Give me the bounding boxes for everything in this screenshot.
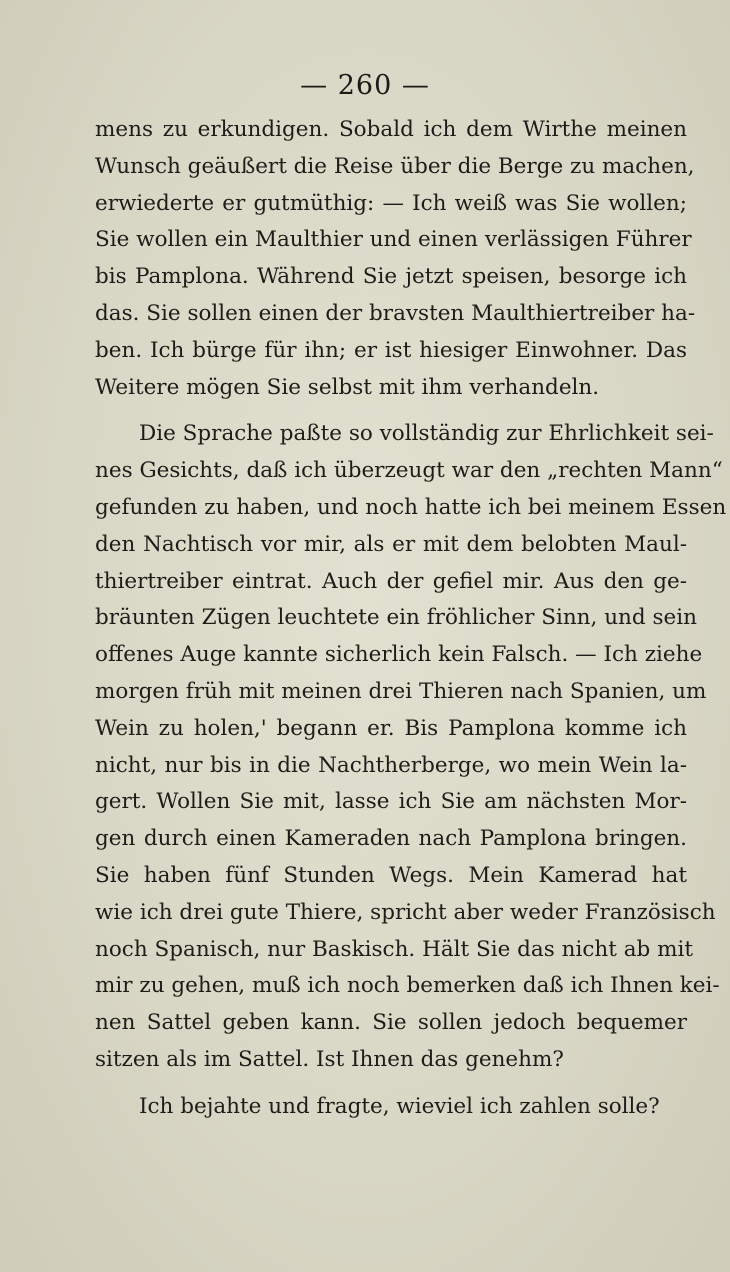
text-line: Ich bejahte und fragte, wieviel ich zahlen solle? xyxy=(139,1093,660,1119)
text-line: Wunsch geäußert die Reise über die Berge zu machen, xyxy=(95,153,695,179)
text-line: thiertreiber eintrat. Auch der gefiel mir. Aus den ge- xyxy=(95,568,687,594)
text-line: Wein zu holen,' begann er. Bis Pamplona komme ich xyxy=(95,715,687,741)
paragraph-2 xyxy=(95,416,727,1078)
paragraph-gap xyxy=(95,406,687,416)
text-line: noch Spanisch, nur Baskisch. Hält Sie das nicht ab mit xyxy=(95,936,694,962)
text-line: gen durch einen Kameraden nach Pamplona bringen. xyxy=(95,826,687,852)
text-line: Weitere mögen Sie selbst mit ihm verhandeln. xyxy=(95,374,600,400)
text-line: offenes Auge kannte sicherlich kein Falsch. — Ich ziehe xyxy=(95,642,703,668)
text-line: Sie wollen ein Maulthier und einen verlässigen Führer xyxy=(95,227,692,253)
text-line: morgen früh mit meinen drei Thieren nach Spanien, um xyxy=(95,678,707,704)
text-line: ben. Ich bürge für ihn; er ist hiesiger Einwohner. Das xyxy=(95,337,687,363)
paragraph-1 xyxy=(95,112,696,406)
paragraph-gap xyxy=(95,1079,687,1089)
text-line: sitzen als im Sattel. Ist Ihnen das genehm? xyxy=(95,1046,564,1072)
text-line: mens zu erkundigen. Sobald ich dem Wirthe meinen xyxy=(95,117,687,142)
text-line: erwiederte er gutmüthig: — Ich weiß was Sie wollen; xyxy=(95,190,687,216)
text-line: das. Sie sollen einen der bravsten Maulthiertreiber ha- xyxy=(95,300,696,326)
text-line: bis Pamplona. Während Sie jetzt speisen, besorge ich xyxy=(95,264,687,290)
body-text xyxy=(95,112,727,1126)
text-line: Die Sprache paßte so vollständig zur Ehrlichkeit sei- xyxy=(139,421,714,447)
text-line: den Nachtisch vor mir, als er mit dem belobten Maul- xyxy=(95,531,687,557)
page-number: — 260 — xyxy=(300,70,430,101)
text-line: gert. Wollen Sie mit, lasse ich Sie am nächsten Mor- xyxy=(95,789,687,815)
text-line: gefunden zu haben, und noch hatte ich bei meinem Essen xyxy=(95,494,727,520)
paragraph-3 xyxy=(95,1089,687,1126)
text-line: wie ich drei gute Thiere, spricht aber weder Französisch xyxy=(95,899,716,925)
text-line: nicht, nur bis in die Nachtherberge, wo mein Wein la- xyxy=(95,752,687,778)
text-line: nen Sattel geben kann. Sie sollen jedoch bequemer xyxy=(95,1010,687,1036)
text-line: nes Gesichts, daß ich überzeugt war den „rechten Mann“ xyxy=(95,458,723,484)
text-line: Sie haben fünf Stunden Wegs. Mein Kamerad hat xyxy=(95,862,687,888)
text-line: bräunten Zügen leuchtete ein fröhlicher Sinn, und sein xyxy=(95,605,697,631)
text-line: mir zu gehen, muß ich noch bemerken daß ich Ihnen kei- xyxy=(95,973,720,999)
